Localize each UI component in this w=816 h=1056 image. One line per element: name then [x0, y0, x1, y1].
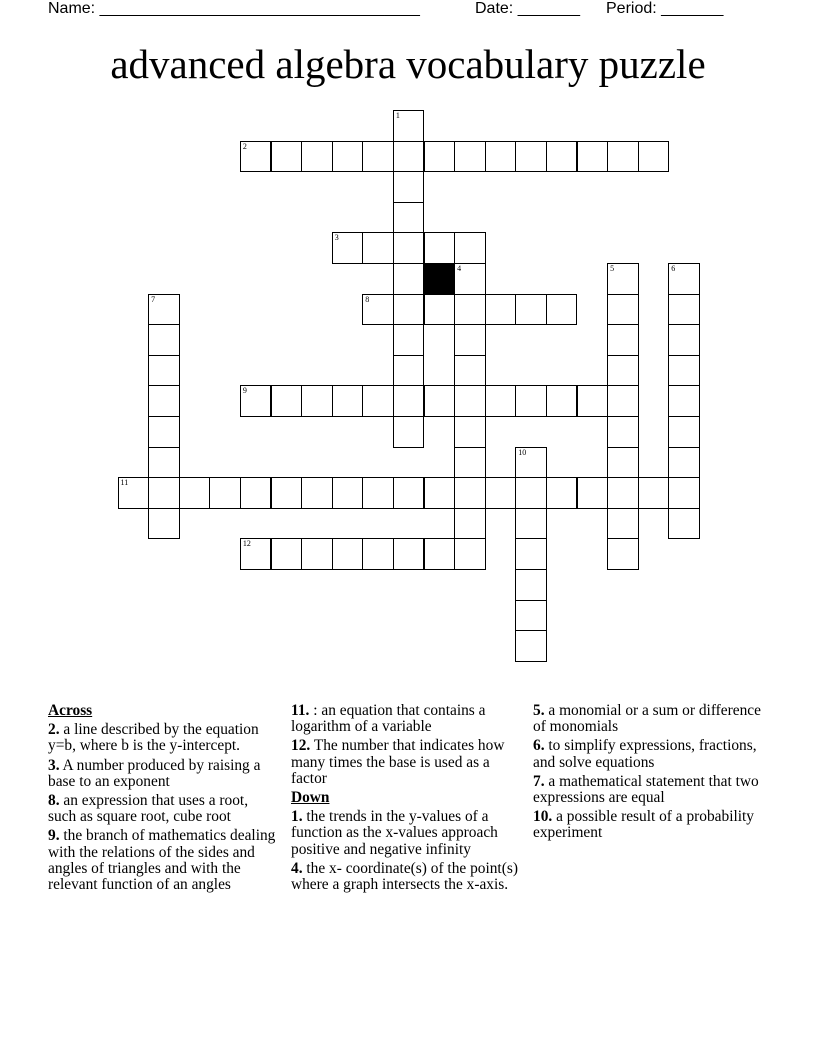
crossword-cell[interactable]	[271, 385, 303, 417]
crossword-cell[interactable]	[515, 385, 547, 417]
crossword-cell[interactable]	[301, 141, 333, 173]
crossword-cell[interactable]	[668, 385, 700, 417]
crossword-cell[interactable]	[607, 355, 639, 387]
cell-clue-number: 1	[395, 111, 400, 120]
crossword-cell[interactable]	[393, 416, 425, 448]
crossword-cell[interactable]	[362, 385, 394, 417]
crossword-cell[interactable]	[607, 141, 639, 173]
crossword-cell[interactable]	[454, 141, 486, 173]
cell-clue-number: 4	[457, 264, 462, 273]
across-clue-2	[48, 722, 280, 754]
across-clue-9	[48, 828, 280, 893]
crossword-cell[interactable]	[271, 538, 303, 570]
crossword-cell[interactable]	[546, 385, 578, 417]
cell-clue-number: 5	[610, 264, 615, 273]
crossword-cell[interactable]	[577, 385, 609, 417]
crossword-cell[interactable]	[454, 294, 486, 326]
crossword-cell[interactable]	[668, 416, 700, 448]
across-clue-3	[48, 758, 280, 790]
crossword-cell[interactable]	[607, 324, 639, 356]
crossword-cell[interactable]	[148, 416, 180, 448]
clue-text: a possible result of a probability experiment	[533, 808, 754, 842]
down-heading: Down	[291, 789, 330, 807]
crossword-cell[interactable]	[485, 385, 517, 417]
crossword-cell[interactable]	[332, 538, 364, 570]
crossword-cell[interactable]	[577, 477, 609, 509]
crossword-cell[interactable]	[546, 294, 578, 326]
crossword-cell[interactable]	[179, 477, 211, 509]
cell-clue-number: 12	[242, 539, 251, 549]
clue-text: a mathematical statement that two expressions are equal	[533, 772, 759, 807]
crossword-cell[interactable]	[393, 324, 425, 356]
crossword-cell[interactable]	[148, 447, 180, 479]
crossword-cell[interactable]	[607, 508, 639, 540]
crossword-cell[interactable]	[668, 447, 700, 479]
crossword-cell[interactable]	[454, 538, 486, 570]
crossword-cell[interactable]	[393, 263, 425, 295]
crossword-cell[interactable]	[638, 141, 670, 173]
crossword-cell[interactable]	[332, 477, 364, 509]
clue-text: the branch of mathematics dealing with the relations of the sides and angles of triangles and with the relevant function of an angles	[48, 827, 276, 894]
crossword-cell[interactable]	[454, 508, 486, 540]
across-clue-8	[48, 793, 280, 825]
across-clue-11	[291, 703, 521, 735]
clue-text: the trends in the y-values of a function as the x-values approach positive and negative infinity	[291, 808, 498, 858]
crossword-cell[interactable]	[148, 355, 180, 387]
crossword-cell[interactable]	[454, 355, 486, 387]
down-clue-10	[533, 809, 765, 841]
crossword-cell[interactable]	[515, 630, 547, 662]
crossword-cell[interactable]	[668, 508, 700, 540]
crossword-cell[interactable]	[240, 477, 272, 509]
crossword-cell[interactable]	[362, 294, 394, 326]
cell-clue-number: 8	[365, 294, 370, 304]
crossword-cell[interactable]	[209, 477, 241, 509]
clue-number: 7.	[533, 772, 545, 790]
name-field-label[interactable]: Name: ____________________________________	[48, 0, 420, 17]
crossword-cell[interactable]	[424, 385, 456, 417]
clues-column-1	[48, 703, 280, 896]
crossword-cell[interactable]	[240, 385, 272, 417]
period-field-label[interactable]: Period: _______	[606, 0, 724, 17]
crossword-cell[interactable]	[454, 416, 486, 448]
clue-number: 10.	[533, 808, 553, 826]
crossword-block-cell	[424, 263, 456, 295]
clue-number: 9.	[48, 827, 60, 845]
clue-number: 4.	[291, 859, 303, 877]
crossword-cell[interactable]	[668, 355, 700, 387]
crossword-cell[interactable]	[393, 385, 425, 417]
crossword-cell[interactable]	[301, 477, 333, 509]
crossword-cell[interactable]	[393, 141, 425, 173]
crossword-cell[interactable]	[148, 477, 180, 509]
crossword-cell[interactable]	[515, 477, 547, 509]
clue-number: 2.	[48, 721, 60, 739]
crossword-cell[interactable]	[577, 141, 609, 173]
crossword-cell[interactable]	[393, 202, 425, 234]
crossword-cell[interactable]	[454, 263, 486, 295]
clues-column-3	[533, 703, 765, 845]
crossword-cell[interactable]	[515, 141, 547, 173]
crossword-cell[interactable]	[332, 385, 364, 417]
crossword-cell[interactable]	[454, 232, 486, 264]
clue-text: an expression that uses a root, such as square root, cube root	[48, 792, 249, 826]
down-clue-6	[533, 738, 765, 770]
crossword-cell[interactable]	[240, 538, 272, 570]
crossword-cell[interactable]	[485, 141, 517, 173]
crossword-cell[interactable]	[393, 477, 425, 509]
crossword-cell[interactable]	[424, 294, 456, 326]
clue-number: 12.	[291, 737, 311, 755]
crossword-cell[interactable]	[515, 538, 547, 570]
crossword-cell[interactable]	[485, 477, 517, 509]
cell-clue-number: 2	[242, 141, 247, 151]
crossword-cell[interactable]	[546, 477, 578, 509]
crossword-cell[interactable]	[546, 141, 578, 173]
clue-text: a monomial or a sum or difference of monomials	[533, 702, 761, 736]
crossword-cell[interactable]	[362, 538, 394, 570]
crossword-cell[interactable]	[668, 324, 700, 356]
crossword-cell[interactable]	[118, 477, 150, 509]
down-clue-7	[533, 774, 765, 806]
crossword-cell[interactable]	[607, 538, 639, 570]
date-field-label[interactable]: Date: _______	[475, 0, 580, 17]
clue-text: A number produced by raising a base to an exponent	[48, 756, 261, 790]
crossword-cell[interactable]	[607, 263, 639, 295]
crossword-cell[interactable]	[424, 141, 456, 173]
clue-number: 8.	[48, 792, 60, 810]
crossword-cell[interactable]	[668, 294, 700, 326]
across-heading: Across	[48, 702, 93, 719]
crossword-cell[interactable]	[240, 141, 272, 173]
crossword-cell[interactable]	[607, 416, 639, 448]
crossword-cell[interactable]	[393, 232, 425, 264]
crossword-cell[interactable]	[271, 141, 303, 173]
crossword-cell[interactable]	[424, 232, 456, 264]
crossword-cell[interactable]	[515, 600, 547, 632]
crossword-cell[interactable]	[301, 385, 333, 417]
clue-number: 11.	[291, 702, 310, 719]
cell-clue-number: 10	[518, 447, 527, 457]
cell-clue-number: 7	[151, 294, 156, 304]
crossword-cell[interactable]	[515, 569, 547, 601]
cell-clue-number: 6	[671, 264, 676, 273]
clue-text: : an equation that contains a logarithm of a variable	[291, 702, 486, 736]
clue-number: 3.	[48, 756, 60, 774]
down-clue-4	[291, 861, 521, 893]
crossword-cell[interactable]	[393, 110, 425, 142]
crossword-cell[interactable]	[454, 385, 486, 417]
clue-number: 5.	[533, 702, 545, 719]
crossword-cell[interactable]	[668, 477, 700, 509]
crossword-cell[interactable]	[332, 141, 364, 173]
crossword-cell[interactable]	[424, 477, 456, 509]
crossword-cell[interactable]	[393, 355, 425, 387]
crossword-cell[interactable]	[607, 447, 639, 479]
crossword-cell[interactable]	[332, 232, 364, 264]
crossword-cell[interactable]	[424, 538, 456, 570]
clues-column-2	[291, 703, 521, 896]
crossword-cell[interactable]	[393, 294, 425, 326]
crossword-cell[interactable]	[148, 294, 180, 326]
crossword-cell[interactable]	[362, 232, 394, 264]
crossword-cell[interactable]	[362, 477, 394, 509]
down-clue-5	[533, 703, 765, 735]
crossword-cell[interactable]	[148, 385, 180, 417]
cell-clue-number: 9	[242, 386, 247, 396]
crossword-cell[interactable]	[515, 294, 547, 326]
across-clue-12	[291, 738, 521, 787]
crossword-cell[interactable]	[301, 538, 333, 570]
clue-number: 6.	[533, 737, 545, 755]
crossword-cell[interactable]	[393, 171, 425, 203]
clue-number: 1.	[291, 808, 303, 826]
crossword-cell[interactable]	[148, 508, 180, 540]
clue-text: a line described by the equation y=b, where b is the y-intercept.	[48, 721, 259, 755]
crossword-cell[interactable]	[607, 294, 639, 326]
crossword-cell[interactable]	[393, 538, 425, 570]
crossword-cell[interactable]	[362, 141, 394, 173]
crossword-cell[interactable]	[607, 477, 639, 509]
crossword-cell[interactable]	[638, 477, 670, 509]
crossword-cell[interactable]	[485, 294, 517, 326]
crossword-cell[interactable]	[454, 324, 486, 356]
crossword-cell[interactable]	[607, 385, 639, 417]
cell-clue-number: 3	[334, 233, 339, 243]
clue-text: to simplify expressions, fractions, and solve equations	[533, 737, 757, 771]
crossword-cell[interactable]	[271, 477, 303, 509]
crossword-cell[interactable]	[515, 508, 547, 540]
down-clue-1	[291, 809, 521, 858]
crossword-cell[interactable]	[454, 477, 486, 509]
puzzle-title: advanced algebra vocabulary puzzle	[110, 41, 706, 87]
cell-clue-number: 11	[120, 478, 129, 488]
crossword-cell[interactable]	[148, 324, 180, 356]
crossword-cell[interactable]	[454, 447, 486, 479]
clue-text: The number that indicates how many times the base is used as a factor	[291, 737, 505, 787]
crossword-cell[interactable]	[515, 447, 547, 479]
crossword-cell[interactable]	[668, 263, 700, 295]
clue-text: the x- coordinate(s) of the point(s) where a graph intersects the x-axis.	[291, 859, 518, 894]
